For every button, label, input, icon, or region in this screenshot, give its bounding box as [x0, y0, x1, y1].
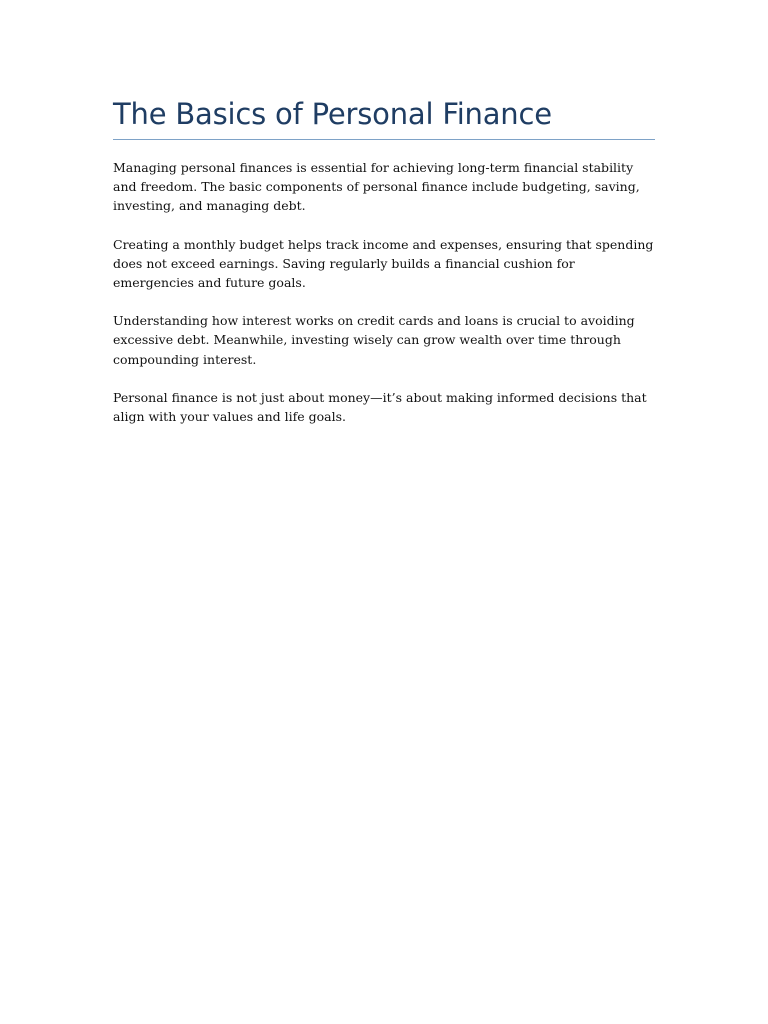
document-title: The Basics of Personal Finance [113, 97, 552, 131]
title-underline-rule [113, 139, 655, 140]
document-body [113, 158, 655, 426]
paragraph-intro: Managing personal finances is essential for achieving long-term financial stability and freedom. The basic components of personal finance include budgeting, saving, investing, and managing debt. [113, 160, 640, 214]
document-page [113, 0, 655, 445]
paragraph-conclusion: Personal finance is not just about money—it’s about making informed decisions that align with your values and life goals. [113, 389, 647, 425]
paragraph-interest-investing: Understanding how interest works on credit cards and loans is crucial to avoiding excessive debt. Meanwhile, investing wisely can grow wealth over time through compounding interest. [113, 313, 635, 367]
paragraph-budgeting: Creating a monthly budget helps track income and expenses, ensuring that spending does not exceed earnings. Saving regularly builds a financial cushion for emergencies and future goals. [113, 236, 654, 291]
